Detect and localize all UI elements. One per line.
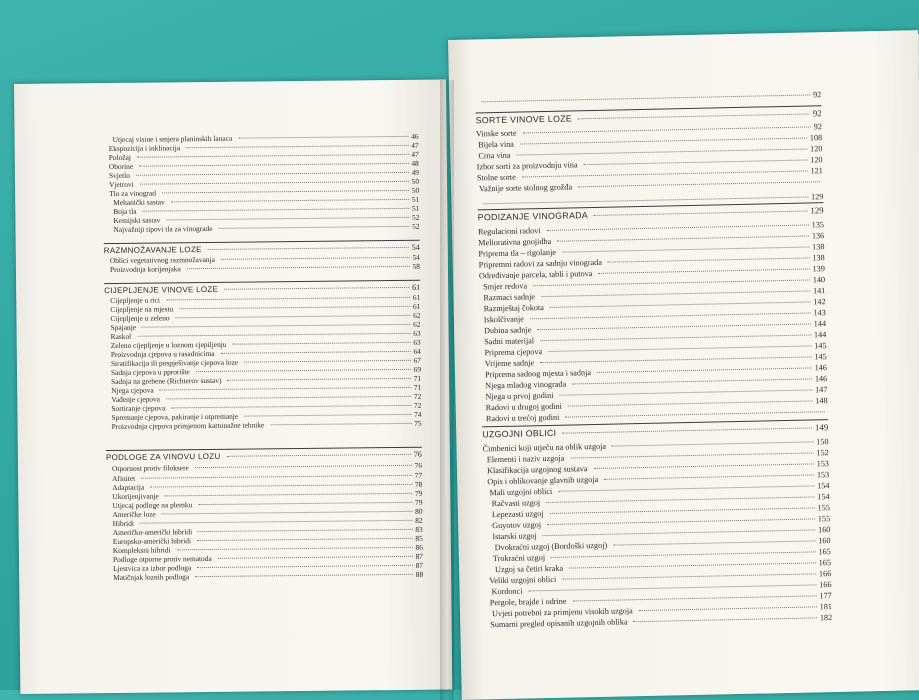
toc-page-number: 121 bbox=[810, 166, 822, 175]
toc-page-number: 144 bbox=[814, 319, 826, 328]
toc-page-number: 129 bbox=[810, 205, 823, 215]
toc-page-number: 165 bbox=[819, 558, 831, 567]
toc-entry-title: Cijepljenje u rici bbox=[110, 295, 163, 305]
dot-leader bbox=[221, 257, 410, 260]
toc-page-number: 74 bbox=[414, 410, 421, 419]
toc-entry-title: Zeleno cijepljenje u loznom cjepiljenju bbox=[111, 340, 230, 350]
toc-entry-title: Opis i oblikovanje glavnih uzgoja bbox=[487, 475, 601, 486]
toc-page-number: 80 bbox=[415, 507, 422, 516]
toc-entry-title: PODLOGE ZA VINOVU LOZU bbox=[106, 452, 224, 462]
dot-leader bbox=[557, 235, 809, 241]
dot-leader bbox=[613, 540, 815, 545]
toc-entry-title: Crna vina bbox=[478, 151, 513, 161]
toc-page-number: 138 bbox=[812, 242, 824, 251]
toc-entry-title: Tlo za vinograd bbox=[109, 188, 159, 198]
toc-entry-title: Sadnja cjepova u pprorište bbox=[111, 367, 193, 377]
toc-entry-title: Oborine bbox=[109, 162, 136, 171]
toc-page-number: 153 bbox=[817, 459, 829, 468]
toc-entry-title: Mehanički sastav bbox=[113, 197, 168, 207]
toc-entry-title: Regulacioni radovi bbox=[478, 226, 544, 236]
toc-entry-title: Razmaci sadnje bbox=[483, 292, 538, 302]
toc-chapter-heading bbox=[106, 450, 422, 462]
toc-page-number: 83 bbox=[415, 525, 422, 534]
toc-entry-title: RAZMNOŽAVANJE LOZE bbox=[104, 245, 205, 255]
dot-leader bbox=[528, 584, 816, 591]
dot-leader bbox=[550, 301, 810, 307]
toc-page-number: 144 bbox=[814, 330, 826, 339]
toc-entry-title: Priprema tla – rigolanje bbox=[478, 248, 559, 259]
dot-leader bbox=[244, 414, 411, 417]
toc-entry-title: Stolne sorte bbox=[477, 173, 519, 183]
toc-entry-title: Sadnja na grebene (Richterov sustav) bbox=[111, 376, 225, 386]
toc-entry-title: Kompleksni hibridi bbox=[113, 545, 174, 555]
toc-page-number: 63 bbox=[413, 329, 420, 338]
toc-entry-title: Vjetrovi bbox=[109, 180, 137, 189]
toc-page-number: 181 bbox=[820, 602, 832, 611]
dot-leader bbox=[565, 411, 825, 417]
toc-page-number: 47 bbox=[411, 150, 418, 159]
toc-entry-title: Klasifikacija uzgojnog sustava bbox=[487, 464, 591, 475]
toc-page-number: 136 bbox=[812, 231, 824, 240]
toc-entry-title: PODIZANJE VINOGRADA bbox=[478, 210, 591, 222]
dot-leader bbox=[228, 378, 411, 381]
toc-page-number: 69 bbox=[414, 365, 421, 374]
dot-leader bbox=[220, 351, 410, 354]
dot-leader bbox=[562, 246, 809, 252]
toc-entry-title: Vrijeme sadnje bbox=[485, 358, 537, 368]
toc-page-number: 62 bbox=[413, 320, 420, 329]
dot-leader bbox=[598, 268, 809, 273]
toc-page-number: 166 bbox=[819, 580, 831, 589]
toc-entry-title: Mali uzgojni oblici bbox=[489, 487, 555, 497]
dot-leader bbox=[562, 427, 812, 433]
toc-entry-title: Radovi u trećoj godini bbox=[486, 413, 563, 424]
toc-page-number: 165 bbox=[818, 547, 830, 556]
toc-entry bbox=[475, 90, 821, 106]
toc-entry-title: Utjecaj visine i smjera planinskih lanaca bbox=[113, 134, 236, 144]
dot-leader bbox=[218, 226, 409, 229]
toc-page-number: 92 bbox=[813, 108, 822, 118]
book-spine-shadow bbox=[440, 80, 454, 700]
dot-leader bbox=[570, 452, 813, 458]
toc-page-number: 147 bbox=[815, 385, 827, 394]
dot-leader bbox=[177, 547, 413, 550]
dot-leader bbox=[523, 126, 811, 133]
toc-entry-title: Razmještaj čokota bbox=[484, 303, 547, 313]
toc-page-number: 63 bbox=[413, 338, 420, 347]
toc-page-number: 150 bbox=[816, 437, 828, 446]
dot-leader bbox=[162, 190, 409, 194]
toc-entry-title: Čimbenici koji utječu na oblik uzgoja bbox=[482, 442, 609, 454]
toc-page-number: 86 bbox=[415, 543, 422, 552]
toc-page-number: 177 bbox=[819, 591, 831, 600]
dot-leader bbox=[639, 606, 817, 611]
dot-leader bbox=[533, 279, 810, 286]
dot-leader bbox=[218, 556, 413, 559]
toc-page-number: 61 bbox=[413, 293, 420, 302]
toc-page-number: 54 bbox=[412, 253, 419, 262]
toc-page-number: 155 bbox=[818, 514, 830, 523]
toc-page-number: 76 bbox=[415, 461, 422, 470]
toc-page-number: 139 bbox=[812, 264, 824, 273]
toc-entry-title: Podloge otporne protiv nematoda bbox=[113, 554, 215, 564]
toc-entry-title: Njega cjepova bbox=[111, 386, 157, 395]
toc-page-number: 64 bbox=[413, 347, 420, 356]
dot-leader bbox=[141, 475, 412, 479]
toc-page-number: 82 bbox=[415, 516, 422, 525]
toc-page-number: 77 bbox=[415, 471, 422, 480]
toc-page-number: 50 bbox=[412, 186, 419, 195]
toc-entry-title: Uzgoj sa četiri kraka bbox=[495, 564, 566, 574]
toc-page-number: 154 bbox=[817, 492, 829, 501]
toc-page-number: 142 bbox=[813, 297, 825, 306]
toc-page-number: 52 bbox=[412, 213, 419, 222]
dot-leader bbox=[270, 423, 411, 425]
dot-leader bbox=[139, 163, 408, 167]
toc-entry-title: Njega mladog vinograda bbox=[485, 380, 569, 391]
dot-leader bbox=[195, 465, 412, 468]
toc-entry-title: CIJEPLJENJE VINOVE LOZE bbox=[104, 285, 221, 295]
toc-entry-title: Afinitet bbox=[112, 474, 138, 483]
dot-leader bbox=[562, 573, 816, 579]
dot-leader bbox=[224, 287, 409, 290]
toc-page-number: 87 bbox=[416, 561, 423, 570]
dot-leader bbox=[569, 562, 816, 568]
dot-leader bbox=[550, 507, 815, 514]
toc-entry-title: Izbor sorti za proizvodnju vina bbox=[477, 160, 581, 171]
toc-page-number: 61 bbox=[412, 283, 420, 292]
toc-page-number: 92 bbox=[813, 90, 821, 99]
toc-page-number: 166 bbox=[819, 569, 831, 578]
dot-leader bbox=[195, 574, 413, 577]
toc-page-number: 71 bbox=[414, 383, 421, 392]
toc-entry-title: Svjetlo bbox=[109, 171, 133, 180]
toc-entry-title: Vađenje cjepova bbox=[111, 394, 163, 404]
toc-entry-title: Najvažniji tipovi tla za vinograde bbox=[113, 224, 215, 234]
dot-leader bbox=[187, 266, 410, 269]
toc-page-number: 79 bbox=[415, 489, 422, 498]
toc-page-number: 79 bbox=[415, 498, 422, 507]
dot-leader bbox=[558, 485, 814, 491]
toc-entry-title: Pripremni radovi za sadnju vinograda bbox=[479, 258, 605, 270]
dot-leader bbox=[137, 333, 410, 337]
dot-leader bbox=[597, 367, 812, 372]
toc-entry-title: Dubina sadnje bbox=[484, 325, 534, 335]
toc-entry-title: Europsko-američki hibridi bbox=[113, 536, 194, 546]
toc-page-number: 72 bbox=[414, 401, 421, 410]
dot-leader bbox=[572, 595, 816, 601]
toc-page-number: 92 bbox=[814, 122, 822, 131]
dot-leader bbox=[568, 400, 812, 406]
dot-leader bbox=[520, 138, 807, 145]
dot-leader bbox=[171, 199, 409, 202]
toc-page-number: 71 bbox=[414, 374, 421, 383]
toc-entry-title: Adaptacija bbox=[112, 483, 147, 492]
toc-page-number: 62 bbox=[413, 311, 420, 320]
toc-entry-title: Oblici vegetativnog razmnožavanja bbox=[110, 255, 218, 265]
dot-leader bbox=[578, 181, 820, 187]
toc-page-number: 160 bbox=[818, 525, 830, 534]
toc-entry-title: Meliorativna gnojidba bbox=[478, 237, 554, 248]
dot-leader bbox=[136, 172, 409, 176]
dot-leader bbox=[547, 224, 809, 230]
toc-entry bbox=[113, 222, 419, 234]
toc-page-number: 138 bbox=[812, 253, 824, 262]
toc-page-number: 52 bbox=[412, 222, 419, 231]
toc-page-number: 182 bbox=[820, 613, 832, 622]
dot-leader bbox=[198, 529, 412, 532]
dot-leader bbox=[150, 484, 412, 488]
toc-entry-title: Proizvodnja cjepova primjenom kartonažne tehnike bbox=[112, 420, 268, 431]
dot-leader bbox=[165, 493, 412, 497]
toc-page-number: 85 bbox=[415, 534, 422, 543]
toc-entry-title: Proizvodnja cjepova u rasadnicima bbox=[111, 349, 218, 359]
right-book-page bbox=[448, 30, 919, 700]
toc-entry-title: Elementi i naziv uzgoja bbox=[487, 454, 568, 465]
toc-entry-title: Račvasti uzgoj bbox=[492, 498, 544, 508]
right-table-of-contents bbox=[448, 30, 918, 40]
dot-leader bbox=[522, 170, 808, 177]
dot-leader bbox=[142, 324, 410, 328]
dot-leader bbox=[593, 463, 813, 469]
toc-entry-title: Radovi u drugoj godini bbox=[486, 402, 565, 413]
toc-page-number: 61 bbox=[413, 302, 420, 311]
toc-entry-title: Kemijski sastav bbox=[113, 215, 163, 225]
dot-leader bbox=[604, 474, 814, 479]
dot-leader bbox=[548, 345, 811, 352]
dot-leader bbox=[541, 290, 810, 297]
toc-entry-title: SORTE VINOVE LOZE bbox=[476, 113, 576, 125]
dot-leader bbox=[634, 617, 817, 622]
dot-leader bbox=[584, 160, 808, 166]
toc-page-number: 75 bbox=[414, 419, 421, 428]
toc-entry-title: Proizvodnja korijenjaka bbox=[110, 264, 184, 274]
dot-leader bbox=[608, 257, 809, 262]
dot-leader bbox=[244, 360, 410, 363]
toc-entry-title: Bijela vina bbox=[478, 140, 517, 150]
dot-leader bbox=[179, 306, 410, 309]
toc-page-number: 120 bbox=[810, 155, 822, 164]
toc-page-number: 54 bbox=[412, 243, 420, 252]
toc-entry-title: Stratifikacija ili pospješivanje cjepova loze bbox=[111, 358, 241, 368]
toc-entry-title: Spajanje bbox=[111, 323, 140, 332]
dot-leader bbox=[140, 520, 412, 524]
toc-entry-title: Cijepljenje u zeleno bbox=[110, 313, 172, 323]
dot-leader bbox=[540, 334, 811, 341]
toc-page-number: 46 bbox=[411, 132, 418, 141]
toc-page-number: 78 bbox=[415, 480, 422, 489]
toc-entry-title: Sortiranje cjepova bbox=[111, 403, 168, 413]
toc-entry-title: Dvokraćni uzgoj (Bordoški uzgoj) bbox=[495, 541, 611, 552]
toc-page-number: 143 bbox=[813, 308, 825, 317]
toc-entry-title: Ekspozicija i inklinacija bbox=[109, 143, 184, 153]
toc-page-number: 58 bbox=[412, 262, 419, 271]
dot-leader bbox=[186, 145, 408, 148]
dot-leader bbox=[160, 387, 411, 391]
toc-page-number: 49 bbox=[412, 168, 419, 177]
toc-entry-title: Američke loze bbox=[112, 510, 158, 519]
toc-entry-title: Priprema sadnog mjesta i sadnja bbox=[485, 368, 594, 379]
dot-leader bbox=[198, 502, 412, 505]
dot-leader bbox=[238, 136, 408, 139]
toc-entry-title: Pergole, brajde i odrine bbox=[490, 597, 570, 608]
toc-entry-title: Ukorijenjivanje bbox=[112, 491, 161, 501]
left-table-of-contents bbox=[14, 79, 446, 84]
toc-entry-title: Sumarni pregled opisanih uzgojnih oblika bbox=[490, 617, 631, 629]
toc-entry-title: Spremanje cjepova, pakiranje i otpremanje bbox=[111, 412, 241, 422]
toc-entry-title: Američko-američki hibridi bbox=[113, 527, 196, 537]
toc-page-number: 140 bbox=[813, 275, 825, 284]
toc-page-number: 153 bbox=[817, 470, 829, 479]
toc-page-number: 47 bbox=[411, 141, 418, 150]
toc-page-number: 145 bbox=[814, 352, 826, 361]
toc-page-number: 152 bbox=[816, 448, 828, 457]
toc-entry-title: Priprema cjepova bbox=[484, 347, 545, 357]
dot-leader bbox=[227, 454, 411, 457]
toc-page-number: 88 bbox=[416, 570, 423, 579]
dot-leader bbox=[197, 565, 412, 568]
toc-page-number: 148 bbox=[815, 396, 827, 405]
dot-leader bbox=[140, 181, 409, 185]
dot-leader bbox=[176, 315, 410, 318]
dot-leader bbox=[143, 208, 409, 212]
toc-entry-title: Boja tla bbox=[113, 207, 139, 216]
toc-page-number: 154 bbox=[817, 481, 829, 490]
toc-entry-title: Njega u prvoj godini bbox=[485, 391, 556, 401]
dot-leader bbox=[481, 94, 810, 102]
dot-leader bbox=[208, 247, 409, 250]
toc-page-number: 160 bbox=[818, 536, 830, 545]
toc-entry bbox=[110, 262, 420, 274]
dot-leader bbox=[612, 441, 813, 446]
left-book-page bbox=[14, 79, 452, 693]
toc-entry-title: Istarski uzgoj bbox=[492, 531, 540, 541]
toc-entry-title: Otpornost protiv filoksere bbox=[112, 463, 192, 473]
toc-entry bbox=[113, 570, 423, 582]
toc-entry-title: Određivanje parcela, tabli i putova bbox=[479, 269, 596, 280]
toc-entry-title: Matičnjak loznih podloga bbox=[113, 572, 192, 582]
toc-entry bbox=[112, 419, 422, 431]
toc-page-number: 146 bbox=[815, 374, 827, 383]
toc-page-number: 120 bbox=[810, 144, 822, 153]
dot-leader bbox=[540, 356, 811, 363]
toc-page-number: 48 bbox=[411, 159, 418, 168]
toc-entry-title: Iskolčivanje bbox=[484, 314, 527, 324]
dot-leader bbox=[546, 496, 814, 503]
toc-entry-title: Hibridi bbox=[113, 519, 137, 528]
dot-leader bbox=[594, 211, 807, 216]
dot-leader bbox=[166, 217, 409, 221]
toc-entry-title: Veliki uzgojni oblici bbox=[489, 575, 559, 585]
toc-entry-title: Uvjeti potrebni za primjenu visokih uzgoja bbox=[492, 606, 636, 618]
toc-page-number: 87 bbox=[416, 552, 423, 561]
dot-leader bbox=[547, 518, 815, 525]
toc-entry-title: Vinske sorte bbox=[476, 129, 520, 139]
toc-page-number: 76 bbox=[414, 450, 422, 459]
dot-leader bbox=[197, 538, 412, 541]
dot-leader bbox=[171, 405, 411, 409]
toc-entry-title: Kordonci bbox=[491, 586, 525, 596]
dot-leader bbox=[537, 323, 811, 330]
dot-leader bbox=[196, 369, 411, 372]
toc-entry-title: Položaj bbox=[109, 153, 134, 162]
toc-page-number: 135 bbox=[812, 220, 824, 229]
toc-page-number: 141 bbox=[813, 286, 825, 295]
toc-entry-title: Trokraćni uzgoj bbox=[493, 553, 548, 563]
toc-page-number: 155 bbox=[818, 503, 830, 512]
toc-entry-title: Utjecaj podloge na plemku bbox=[112, 500, 195, 510]
toc-entry-title: Ljestvica za izbor podloga bbox=[113, 563, 194, 573]
dot-leader bbox=[516, 149, 807, 156]
toc-entry-title: Sadni materijal bbox=[484, 336, 537, 346]
toc-page-number: 72 bbox=[414, 392, 421, 401]
toc-page-number: 51 bbox=[412, 195, 419, 204]
toc-page-number: 145 bbox=[814, 341, 826, 350]
toc-entry-title: Guyotov uzgoj bbox=[492, 520, 544, 530]
dot-leader bbox=[530, 312, 811, 319]
dot-leader bbox=[572, 378, 812, 384]
dot-leader bbox=[543, 529, 815, 536]
dot-leader bbox=[559, 389, 812, 395]
toc-page-number: 50 bbox=[412, 177, 419, 186]
toc-page-number: 149 bbox=[815, 422, 828, 432]
toc-page-number: 146 bbox=[815, 363, 827, 372]
toc-page-number: 108 bbox=[810, 133, 822, 142]
toc-entry-title: Cijepljenje na mjestu bbox=[110, 304, 176, 314]
toc-entry-title: Raskol bbox=[111, 332, 135, 341]
toc-page-number: 51 bbox=[412, 204, 419, 213]
dot-leader bbox=[551, 551, 815, 558]
dot-leader bbox=[578, 113, 810, 119]
dot-leader bbox=[162, 511, 412, 515]
toc-entry-title: Važnije sorte stolnog grožđa bbox=[479, 182, 575, 193]
dot-leader bbox=[137, 154, 408, 158]
dot-leader bbox=[232, 342, 410, 345]
toc-entry-title: Smjer redova bbox=[483, 281, 530, 291]
toc-entry-title: Lepezasti uzgoj bbox=[492, 509, 547, 519]
dot-leader bbox=[166, 396, 411, 400]
toc-entry-title: UZGOJNI OBLICI bbox=[482, 428, 559, 440]
toc-page-number: 67 bbox=[413, 356, 420, 365]
dot-leader bbox=[166, 297, 410, 301]
toc-page-number: 129 bbox=[811, 192, 823, 201]
